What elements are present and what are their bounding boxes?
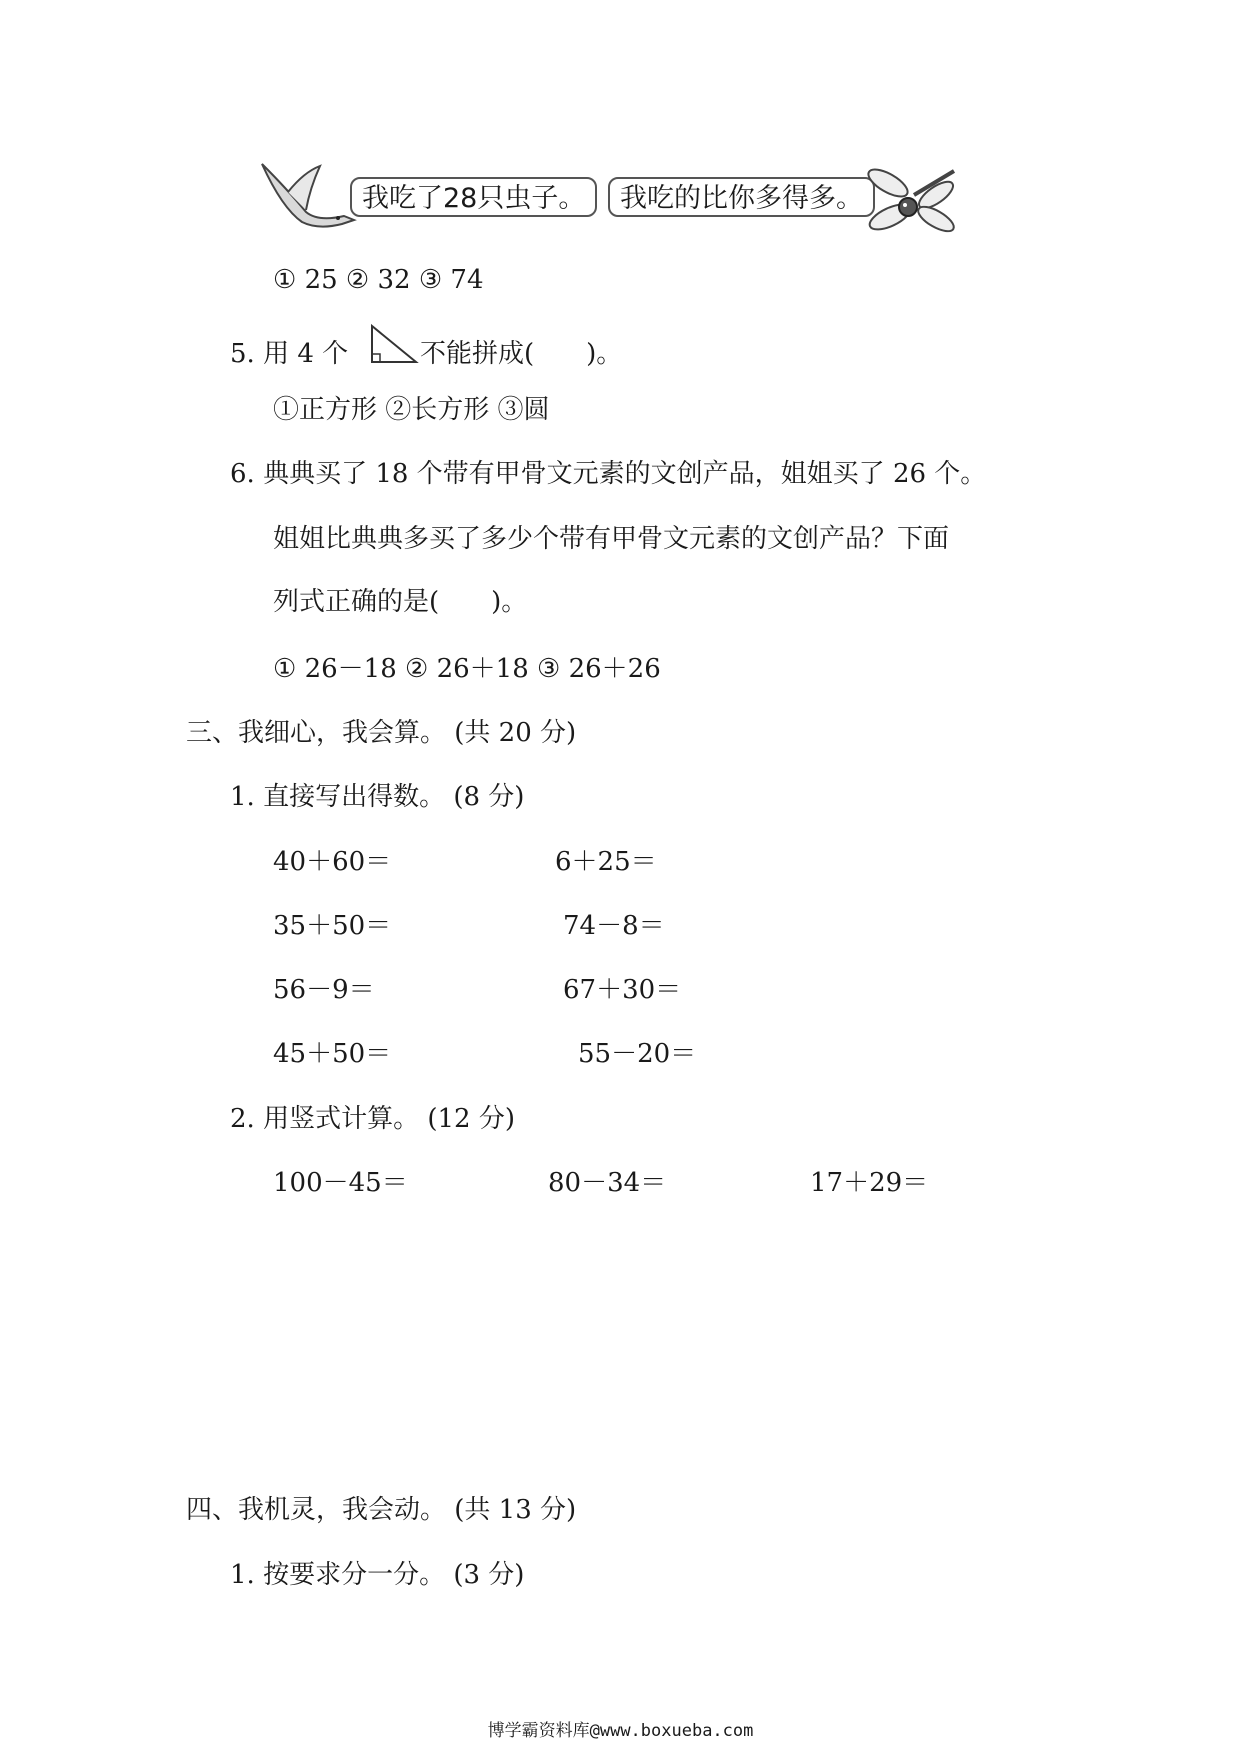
section-3-title: 三、我细心，我会算。 (共 20 分) [186,718,577,748]
calc-item: 35＋50＝ [273,911,392,941]
vertical-calc-item: 100－45＝ [273,1168,408,1198]
q4-options: ① 25 ② 32 ③ 74 [273,265,484,295]
calc-item: 74－8＝ [563,911,665,941]
calc-item: 67＋30＝ [563,975,682,1005]
speech-bubble-dragonfly: 我吃的比你多得多。 [608,177,875,217]
vertical-calc-item: 80－34＝ [548,1168,667,1198]
q6-options: ① 26－18 ② 26＋18 ③ 26＋26 [273,654,661,684]
speech-bubble-bird: 我吃了28只虫子。 [350,177,597,217]
bird-illustration [258,160,358,232]
q6-line-2: 姐姐比典典多买了多少个带有甲骨文元素的文创产品？下面 [273,524,950,554]
calc-item: 56－9＝ [273,975,375,1005]
section-4-q1-title: 1. 按要求分一分。 (3 分) [230,1560,525,1590]
q6-line-3: 列式正确的是( )。 [273,587,528,617]
q6-line-1: 6. 典典买了 18 个带有甲骨文元素的文创产品，姐姐买了 26 个。 [230,459,987,489]
q5-options: ①正方形 ②长方形 ③圆 [273,395,550,425]
q5-prompt-prefix: 5. 用 4 个 [230,339,349,369]
right-triangle-icon [368,322,420,366]
calc-item: 40＋60＝ [273,847,392,877]
calc-item: 45＋50＝ [273,1039,392,1069]
calc-item: 55－20＝ [578,1039,697,1069]
section-3-q1-title: 1. 直接写出得数。 (8 分) [230,782,525,812]
calc-item: 6＋25＝ [555,847,657,877]
q5-prompt-suffix: 不能拼成( )。 [420,339,623,369]
footer-watermark: 博学霸资料库@www.boxueba.com [487,1721,754,1741]
dragonfly-illustration [862,165,962,237]
vertical-calc-item: 17＋29＝ [810,1168,929,1198]
section-3-q2-title: 2. 用竖式计算。 (12 分) [230,1104,515,1134]
section-4-title: 四、我机灵，我会动。 (共 13 分) [186,1495,577,1525]
